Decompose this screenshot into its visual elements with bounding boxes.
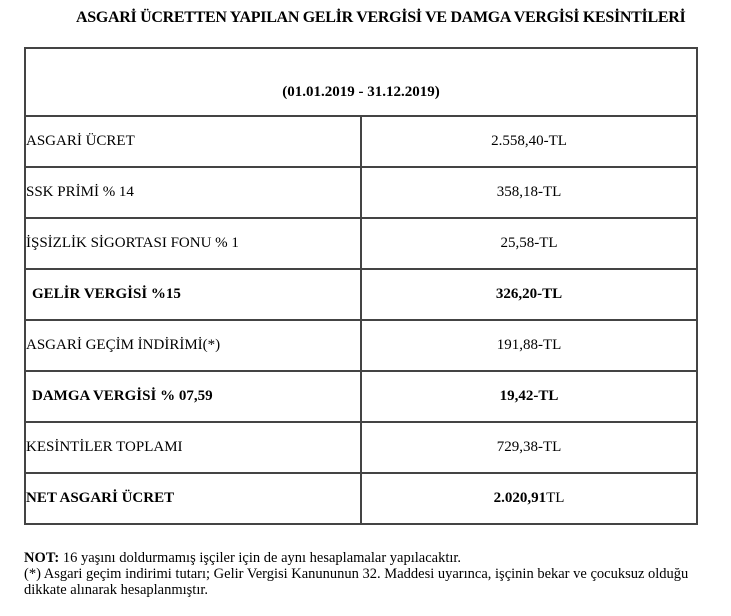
row-value-kesintiler-toplami: 729,38-TL	[361, 422, 697, 473]
row-label-ssk-primi: SSK PRİMİ % 14	[25, 167, 361, 218]
row-value-issizlik-sigortasi: 25,58-TL	[361, 218, 697, 269]
net-value-unit: TL	[546, 490, 565, 506]
asterisk-note: (*) Asgari geçim indirimi tutarı; Gelir Vergisi Kanununun 32. Maddesi uyarınca, işçinin bekar ve çocuksuz olduğu dikkate alınarak hesaplanmıştır.	[24, 566, 689, 598]
table-row	[25, 320, 697, 371]
row-value-asgari-ucret: 2.558,40-TL	[361, 116, 697, 167]
period-cell: (01.01.2019 - 31.12.2019)	[25, 48, 697, 116]
table-row	[25, 167, 697, 218]
row-value-gelir-vergisi: 326,20-TL	[361, 269, 697, 320]
note-label: NOT:	[24, 550, 60, 566]
table-row	[25, 371, 697, 422]
row-value-asgari-gecim-indirimi: 191,88-TL	[361, 320, 697, 371]
table-row	[25, 422, 697, 473]
note-text: 16 yaşını doldurmamış işçiler için de aynı hesaplamalar yapılacaktır.	[59, 550, 462, 566]
row-value-damga-vergisi: 19,42-TL	[361, 371, 697, 422]
note-line	[24, 550, 724, 566]
row-label-asgari-gecim-indirimi: ASGARİ GEÇİM İNDİRİMİ(*)	[25, 320, 361, 371]
row-value-ssk-primi: 358,18-TL	[361, 167, 697, 218]
row-label-issizlik-sigortasi: İŞSİZLİK SİGORTASI FONU % 1	[25, 218, 361, 269]
row-label-net-asgari-ucret: NET ASGARİ ÜCRET	[25, 473, 361, 524]
table-row	[25, 473, 697, 524]
row-label-asgari-ucret: ASGARİ ÜCRET	[25, 116, 361, 167]
table-row	[25, 116, 697, 167]
page-title: ASGARİ ÜCRETTEN YAPILAN GELİR VERGİSİ VE DAMGA VERGİSİ KESİNTİLERİ	[76, 9, 686, 26]
net-value-number: 2.020,91	[493, 490, 547, 506]
table-row	[25, 218, 697, 269]
row-label-kesintiler-toplami: KESİNTİLER TOPLAMI	[25, 422, 361, 473]
row-value-net-asgari-ucret	[361, 473, 697, 524]
deductions-table	[24, 47, 698, 525]
table-row	[25, 269, 697, 320]
period-row	[25, 48, 697, 116]
row-label-damga-vergisi: DAMGA VERGİSİ % 07,59	[25, 371, 361, 422]
footnote	[24, 550, 724, 598]
row-label-gelir-vergisi: GELİR VERGİSİ %15	[25, 269, 361, 320]
